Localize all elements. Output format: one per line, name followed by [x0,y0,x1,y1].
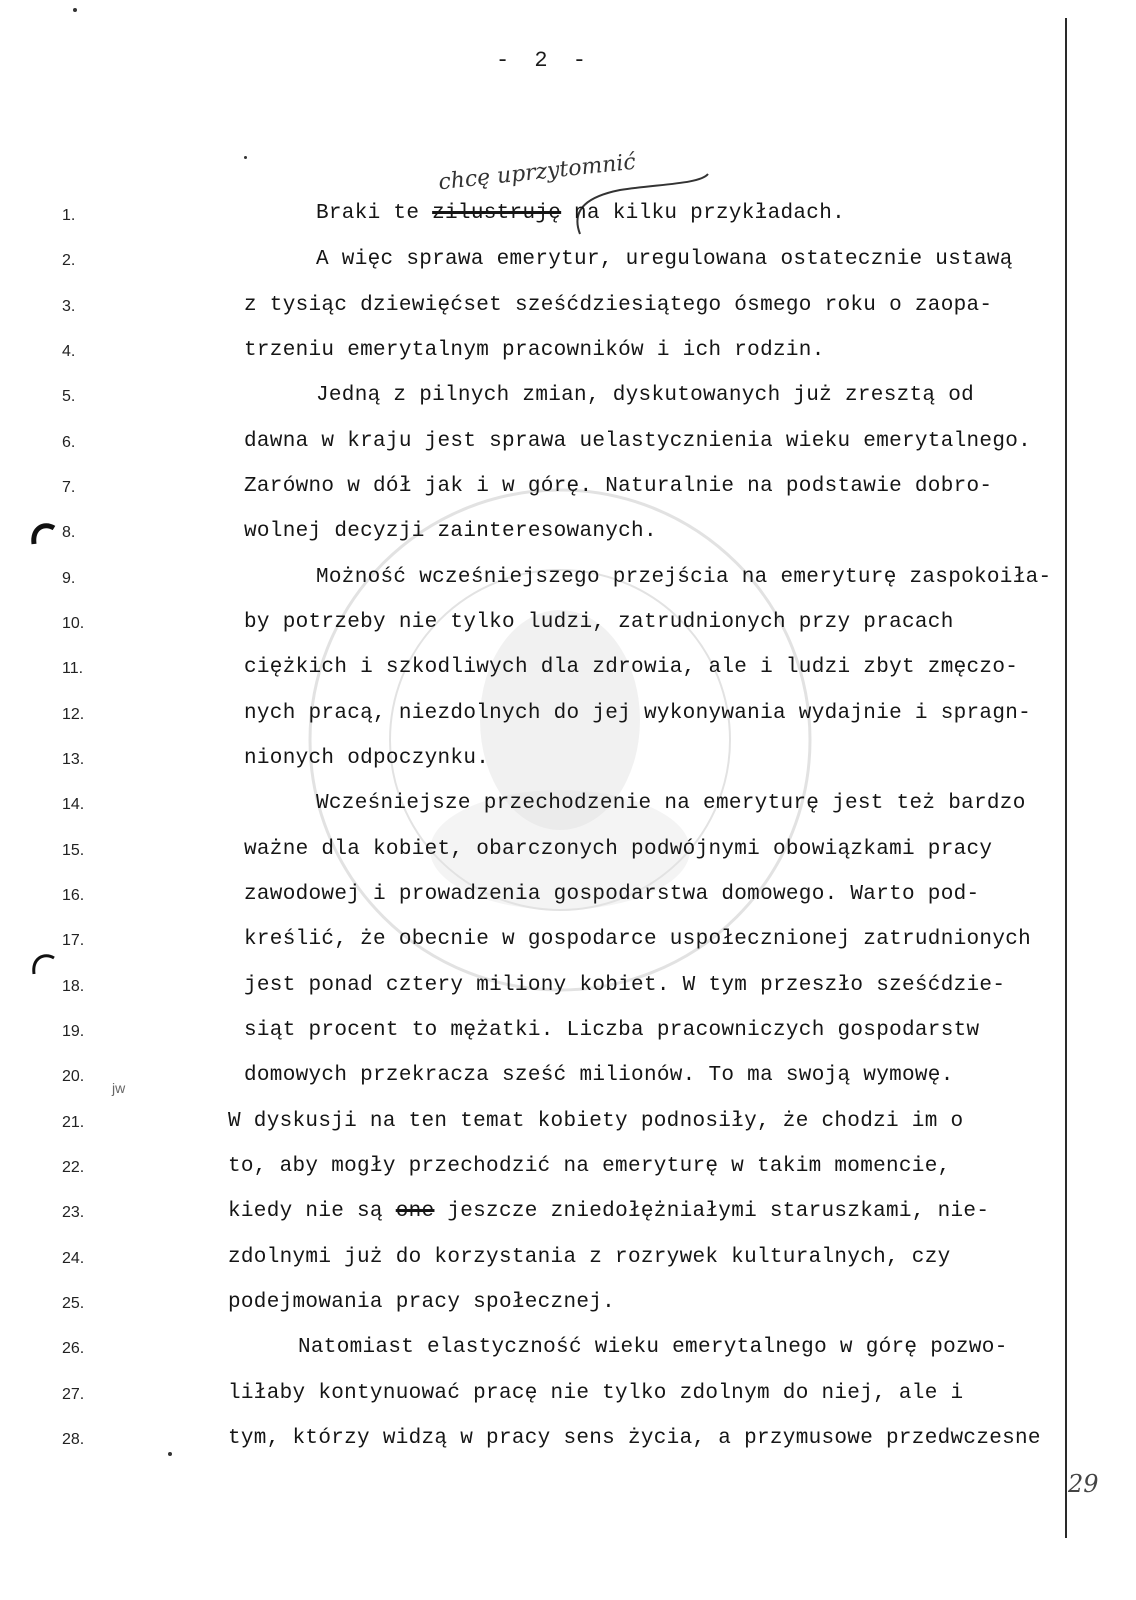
handwritten-page-number: 29 [1068,1470,1099,1498]
text-fragment: na kilku przykładach. [561,202,846,225]
line-number: 23. [62,1204,85,1221]
line-number: 14. [62,796,85,813]
line-number: 11. [62,660,84,677]
line-number: 21. [62,1114,85,1131]
text-line: W dyskusji na ten temat kobiety podnosiły, że chodzi im o [228,1110,964,1133]
line-number: 24. [62,1250,85,1267]
line-number: 28. [62,1431,85,1448]
text-line: tym, którzy widzą w pracy sens życia, a przymusowe przedwczesne [228,1427,1041,1450]
struck-word: zilustruję [432,202,562,225]
punch-hole-icon [30,950,56,976]
line-number: 25. [62,1295,85,1312]
text-line: Natomiast elastyczność wieku emerytalnego w górę pozwo- [298,1336,1008,1359]
text-line: kreślić, że obecnie w gospodarce uspołecznionej zatrudnionych [244,928,1032,951]
speck [73,8,77,12]
text-line: zawodowej i prowadzenia gospodarstwa domowego. Warto pod- [244,883,980,906]
page-number: - 2 - [496,48,593,73]
line-number: 17. [62,932,85,949]
punch-hole-icon [30,520,56,546]
text-line: jest ponad cztery miliony kobiet. W tym przeszło sześćdzie- [244,974,1006,997]
text-line: dawna w kraju jest sprawa uelastycznienia wieku emerytalnego. [244,430,1032,453]
line-number: 10. [62,615,85,632]
line-number: 9. [62,570,76,587]
text-line: A więc sprawa emerytur, uregulowana ostatecznie ustawą [316,248,1013,271]
text-line: ciężkich i szkodliwych dla zdrowia, ale i ludzi zbyt zmęczo- [244,656,1019,679]
right-margin-rule [1065,18,1067,1538]
text-fragment: jeszcze zniedołężniałymi staruszkami, nie- [434,1200,990,1223]
line-number: 6. [62,434,76,451]
speck [244,156,247,159]
text-line: zdolnymi już do korzystania z rozrywek kulturalnych, czy [228,1246,951,1269]
line-number: 19. [62,1023,85,1040]
struck-word: one [395,1200,435,1223]
text-line: podejmowania pracy społecznej. [228,1291,616,1314]
text-line: by potrzeby nie tylko ludzi, zatrudnionych przy pracach [244,611,954,634]
line-number: 22. [62,1159,85,1176]
speck [168,1452,172,1456]
text-line [228,1200,989,1223]
line-number: 26. [62,1340,85,1357]
text-line: nionych odpoczynku. [244,747,490,770]
line-number: 16. [62,887,85,904]
line-number: 5. [62,388,76,405]
text-line: Zarówno w dół jak i w górę. Naturalnie na podstawie dobro- [244,475,993,498]
text-line: trzeniu emerytalnym pracowników i ich rodzin. [244,339,825,362]
line-number: 1. [62,207,76,224]
text-line: Jedną z pilnych zmian, dyskutowanych już zresztą od [316,384,975,407]
text-line: liłaby kontynuować pracę nie tylko zdolnym do niej, ale i [228,1382,964,1405]
text-line: to, aby mogły przechodzić na emeryturę w takim momencie, [228,1155,951,1178]
text-line: nych pracą, niezdolnych do jej wykonywania wydajnie i spragn- [244,702,1032,725]
line-number: 12. [62,706,85,723]
text-fragment: Braki te [316,202,433,225]
line-number: 7. [62,479,76,496]
text-line: ważne dla kobiet, obarczonych podwójnymi obowiązkami pracy [244,838,993,861]
text-fragment: kiedy nie są [228,1200,396,1223]
line-number: 3. [62,298,76,315]
text-line [316,202,845,225]
handwritten-insertion: chcę uprzytomnić [437,149,637,196]
text-line: Możność wcześniejszego przejścia na emeryturę zaspokoiła- [316,566,1052,589]
line-number: 4. [62,343,76,360]
text-line: z tysiąc dziewięćset sześćdziesiątego ósmego roku o zaopa- [244,294,993,317]
line-number: 20. [62,1068,85,1085]
line-number: 2. [62,252,76,269]
line-number: 27. [62,1386,85,1403]
line-number: 18. [62,978,85,995]
line-number: 13. [62,751,85,768]
text-line: siąt procent to mężatki. Liczba pracowniczych gospodarstw [244,1019,980,1042]
line-number: 8. [62,524,76,541]
text-line: wolnej decyzji zainteresowanych. [244,520,657,543]
text-line: Wcześniejsze przechodzenie na emeryturę jest też bardzo [316,792,1026,815]
text-line: domowych przekracza sześć milionów. To ma swoją wymowę. [244,1064,954,1087]
margin-mark: jw [112,1080,126,1096]
line-number: 15. [62,842,85,859]
